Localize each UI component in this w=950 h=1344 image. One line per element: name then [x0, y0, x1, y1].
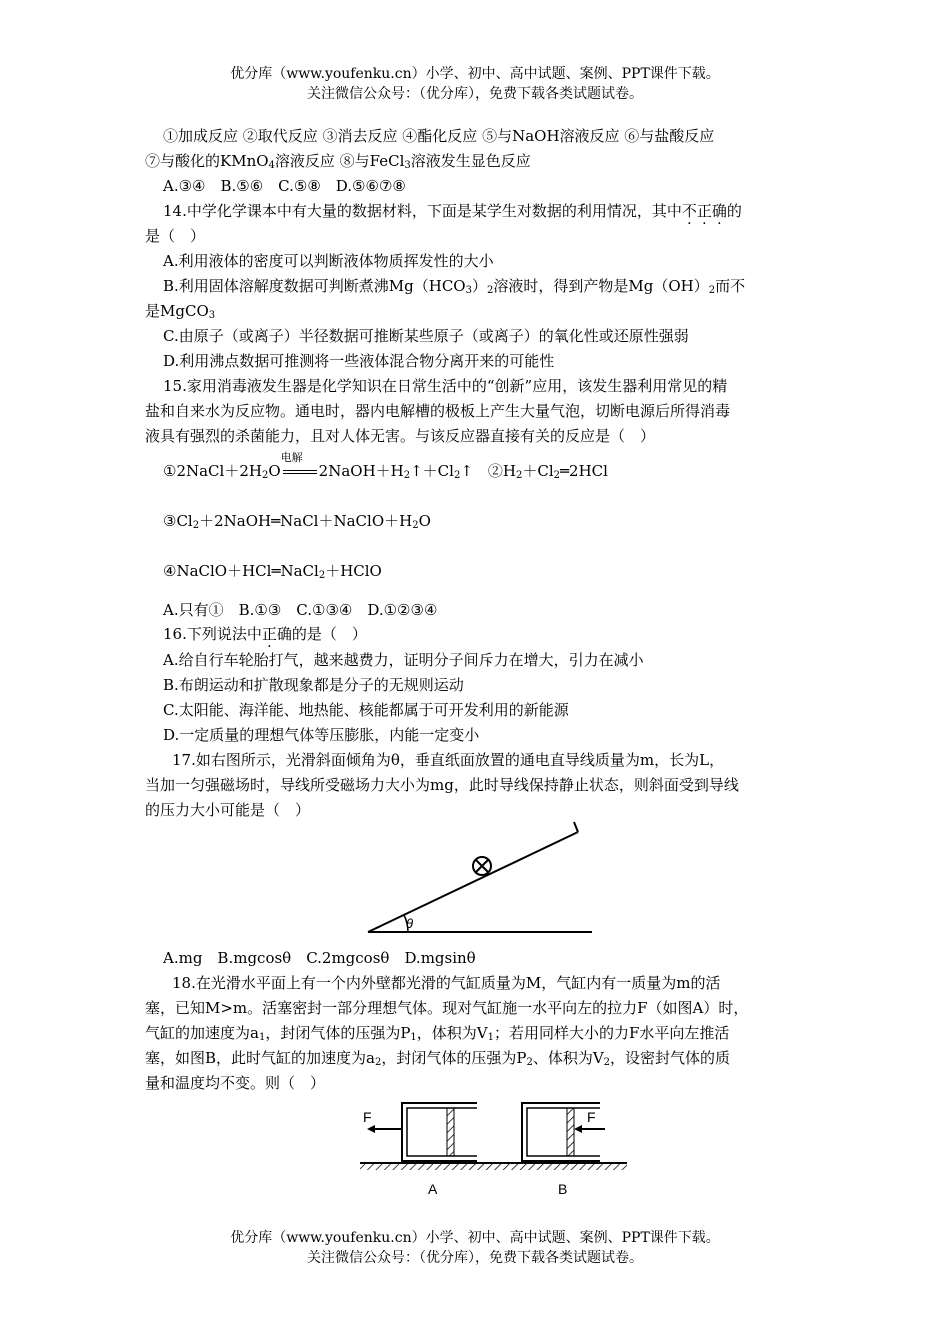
page-header-line2: 关注微信公众号：（优分库），免费下载各类试题试卷。	[307, 86, 643, 102]
force-arrow-b	[574, 1125, 605, 1133]
q15-stem-line2: 盐和自来水为反应物。通电时，器内电解槽的极板上产生大量气泡，切断电源后所得消毒	[145, 402, 731, 420]
q14-option-d: D.利用沸点数据可推测将一些液体混合物分离开来的可能性	[163, 352, 555, 370]
piston-b	[567, 1108, 574, 1156]
force-label-b: F	[587, 1109, 596, 1125]
q15-stem-line1: 15.家用消毒液发生器是化学知识在日常生活中的“创新”应用，该发生器利用常见的精	[163, 377, 728, 395]
q18-stem-line3: 气缸的加速度为$a_1$，封闭气体的压强为$P_1$，体积为$V_1$；若用同样大小的力F水平向左推活	[145, 1024, 730, 1043]
cylinder-a	[402, 1103, 477, 1161]
q15-reaction-3: $③Cl_2+2NaOH═NaCl+NaClO+H_2O$	[163, 512, 431, 531]
cylinder-figure	[355, 1097, 630, 1205]
q15-stem-line3: 液具有强烈的杀菌能力，且对人体无害。与该反应器直接有关的反应是（ ）	[145, 427, 656, 445]
q16-option-b: B.布朗运动和扩散现象都是分子的无规则运动	[163, 676, 464, 694]
page-header-line1: 优分库（www.youfenku.cn）小学、初中、高中试题、案例、PPT课件下载。	[230, 66, 720, 82]
q14-stem: 14.中学化学课本中有大量的数据材料，下面是某学生对数据的利用情况，其中不正确的	[163, 202, 742, 220]
page-footer-line2: 关注微信公众号：（优分库），免费下载各类试题试卷。	[307, 1250, 643, 1266]
q17-stem-line2: 当加一匀强磁场时，导线所受磁场力大小为mg，此时导线保持静止状态，则斜面受到导线	[145, 776, 739, 794]
incline-end-tick	[574, 822, 578, 832]
force-label-a: F	[363, 1109, 372, 1125]
q15-reaction-1-2: $①2NaCl+2H_2O$ 电解 $2NaOH+H_2↑+Cl_2↑$ $②H_2+Cl_2═2HCl$	[163, 451, 608, 481]
q18-stem-line4: 塞，如图B，此时气缸的加速度为$a_2$，封闭气体的压强为$P_2$、体积为$V_2$，设密封气体的质	[145, 1049, 731, 1068]
q13-options-line2: ⑦与酸化的KMnO$_4$溶液反应 ⑧与FeCl$_3$溶液发生显色反应	[145, 152, 531, 171]
q16-option-c: C.太阳能、海洋能、地热能、核能都属于可开发利用的新能源	[163, 701, 569, 719]
q16-stem: 16.下列说法中正确的是（ ）	[163, 625, 367, 643]
piston-a	[447, 1108, 454, 1156]
q18-stem-line5: 量和温度均不变。则（ ）	[145, 1074, 326, 1092]
q18-stem-line2: 塞，已知M>m。活塞密封一部分理想气体。现对气缸施一水平向左的拉力F（如图A）时，	[145, 999, 749, 1017]
q13-choices: A.③④ B.⑤⑥ C.⑤⑧ D.⑤⑥⑦⑧	[163, 177, 406, 195]
q16-option-d: D.一定质量的理想气体等压膨胀，内能一定变小	[163, 726, 480, 744]
q18-stem-line1: 18.在光滑水平面上有一个内外壁都光滑的气缸质量为M，气缸内有一质量为m的活	[172, 974, 721, 992]
q14-option-c: C.由原子（或离子）半径数据可推断某些原子（或离子）的氧化性或还原性强弱	[163, 327, 689, 345]
floor-hatching	[360, 1163, 627, 1170]
q14-option-b-line2: 是MgCO$_3$	[145, 302, 216, 321]
q15-reaction-4: ④NaClO＋HCl═NaCl$_2$＋HClO	[163, 562, 382, 581]
angle-label: θ	[406, 916, 414, 931]
page-footer-line1: 优分库（www.youfenku.cn）小学、初中、高中试题、案例、PPT课件下载。	[230, 1230, 720, 1246]
force-arrow-a	[367, 1125, 402, 1133]
figure-label-b: B	[558, 1181, 568, 1197]
q14-option-b: B.利用固体溶解度数据可判断煮沸$Mg(HCO_3)_2$溶液时，得到产物是$Mg(OH)_2$而不	[163, 277, 746, 296]
q13-options-line1: ①加成反应 ②取代反应 ③消去反应 ④酯化反应 ⑤与NaOH溶液反应 ⑥与盐酸反应	[163, 127, 715, 145]
q17-stem-line3: 的压力大小可能是（ ）	[145, 801, 311, 819]
incline-figure	[360, 818, 600, 940]
q17-stem-line1: 17.如右图所示，光滑斜面倾角为θ，垂直纸面放置的通电直导线质量为m，长为L，	[172, 751, 725, 769]
q14-option-a: A.利用液体的密度可以判断液体物质挥发性的大小	[163, 252, 494, 270]
q16-option-a: A.给自行车轮胎打气，越来越费力，证明分子间斥力在增大，引力在减小	[163, 651, 644, 669]
q14-stem-line2: 是（ ）	[145, 227, 206, 245]
figure-label-a: A	[428, 1181, 438, 1197]
electrolysis-condition: 电解	[281, 461, 319, 481]
q17-choices: A.mg B.mgcosθ C.2mgcosθ D.mgsinθ	[163, 949, 476, 967]
q15-choices: A.只有① B.①③ C.①③④ D.①②③④	[163, 601, 438, 619]
incline-surface	[368, 832, 578, 932]
current-into-page-icon	[473, 857, 491, 875]
